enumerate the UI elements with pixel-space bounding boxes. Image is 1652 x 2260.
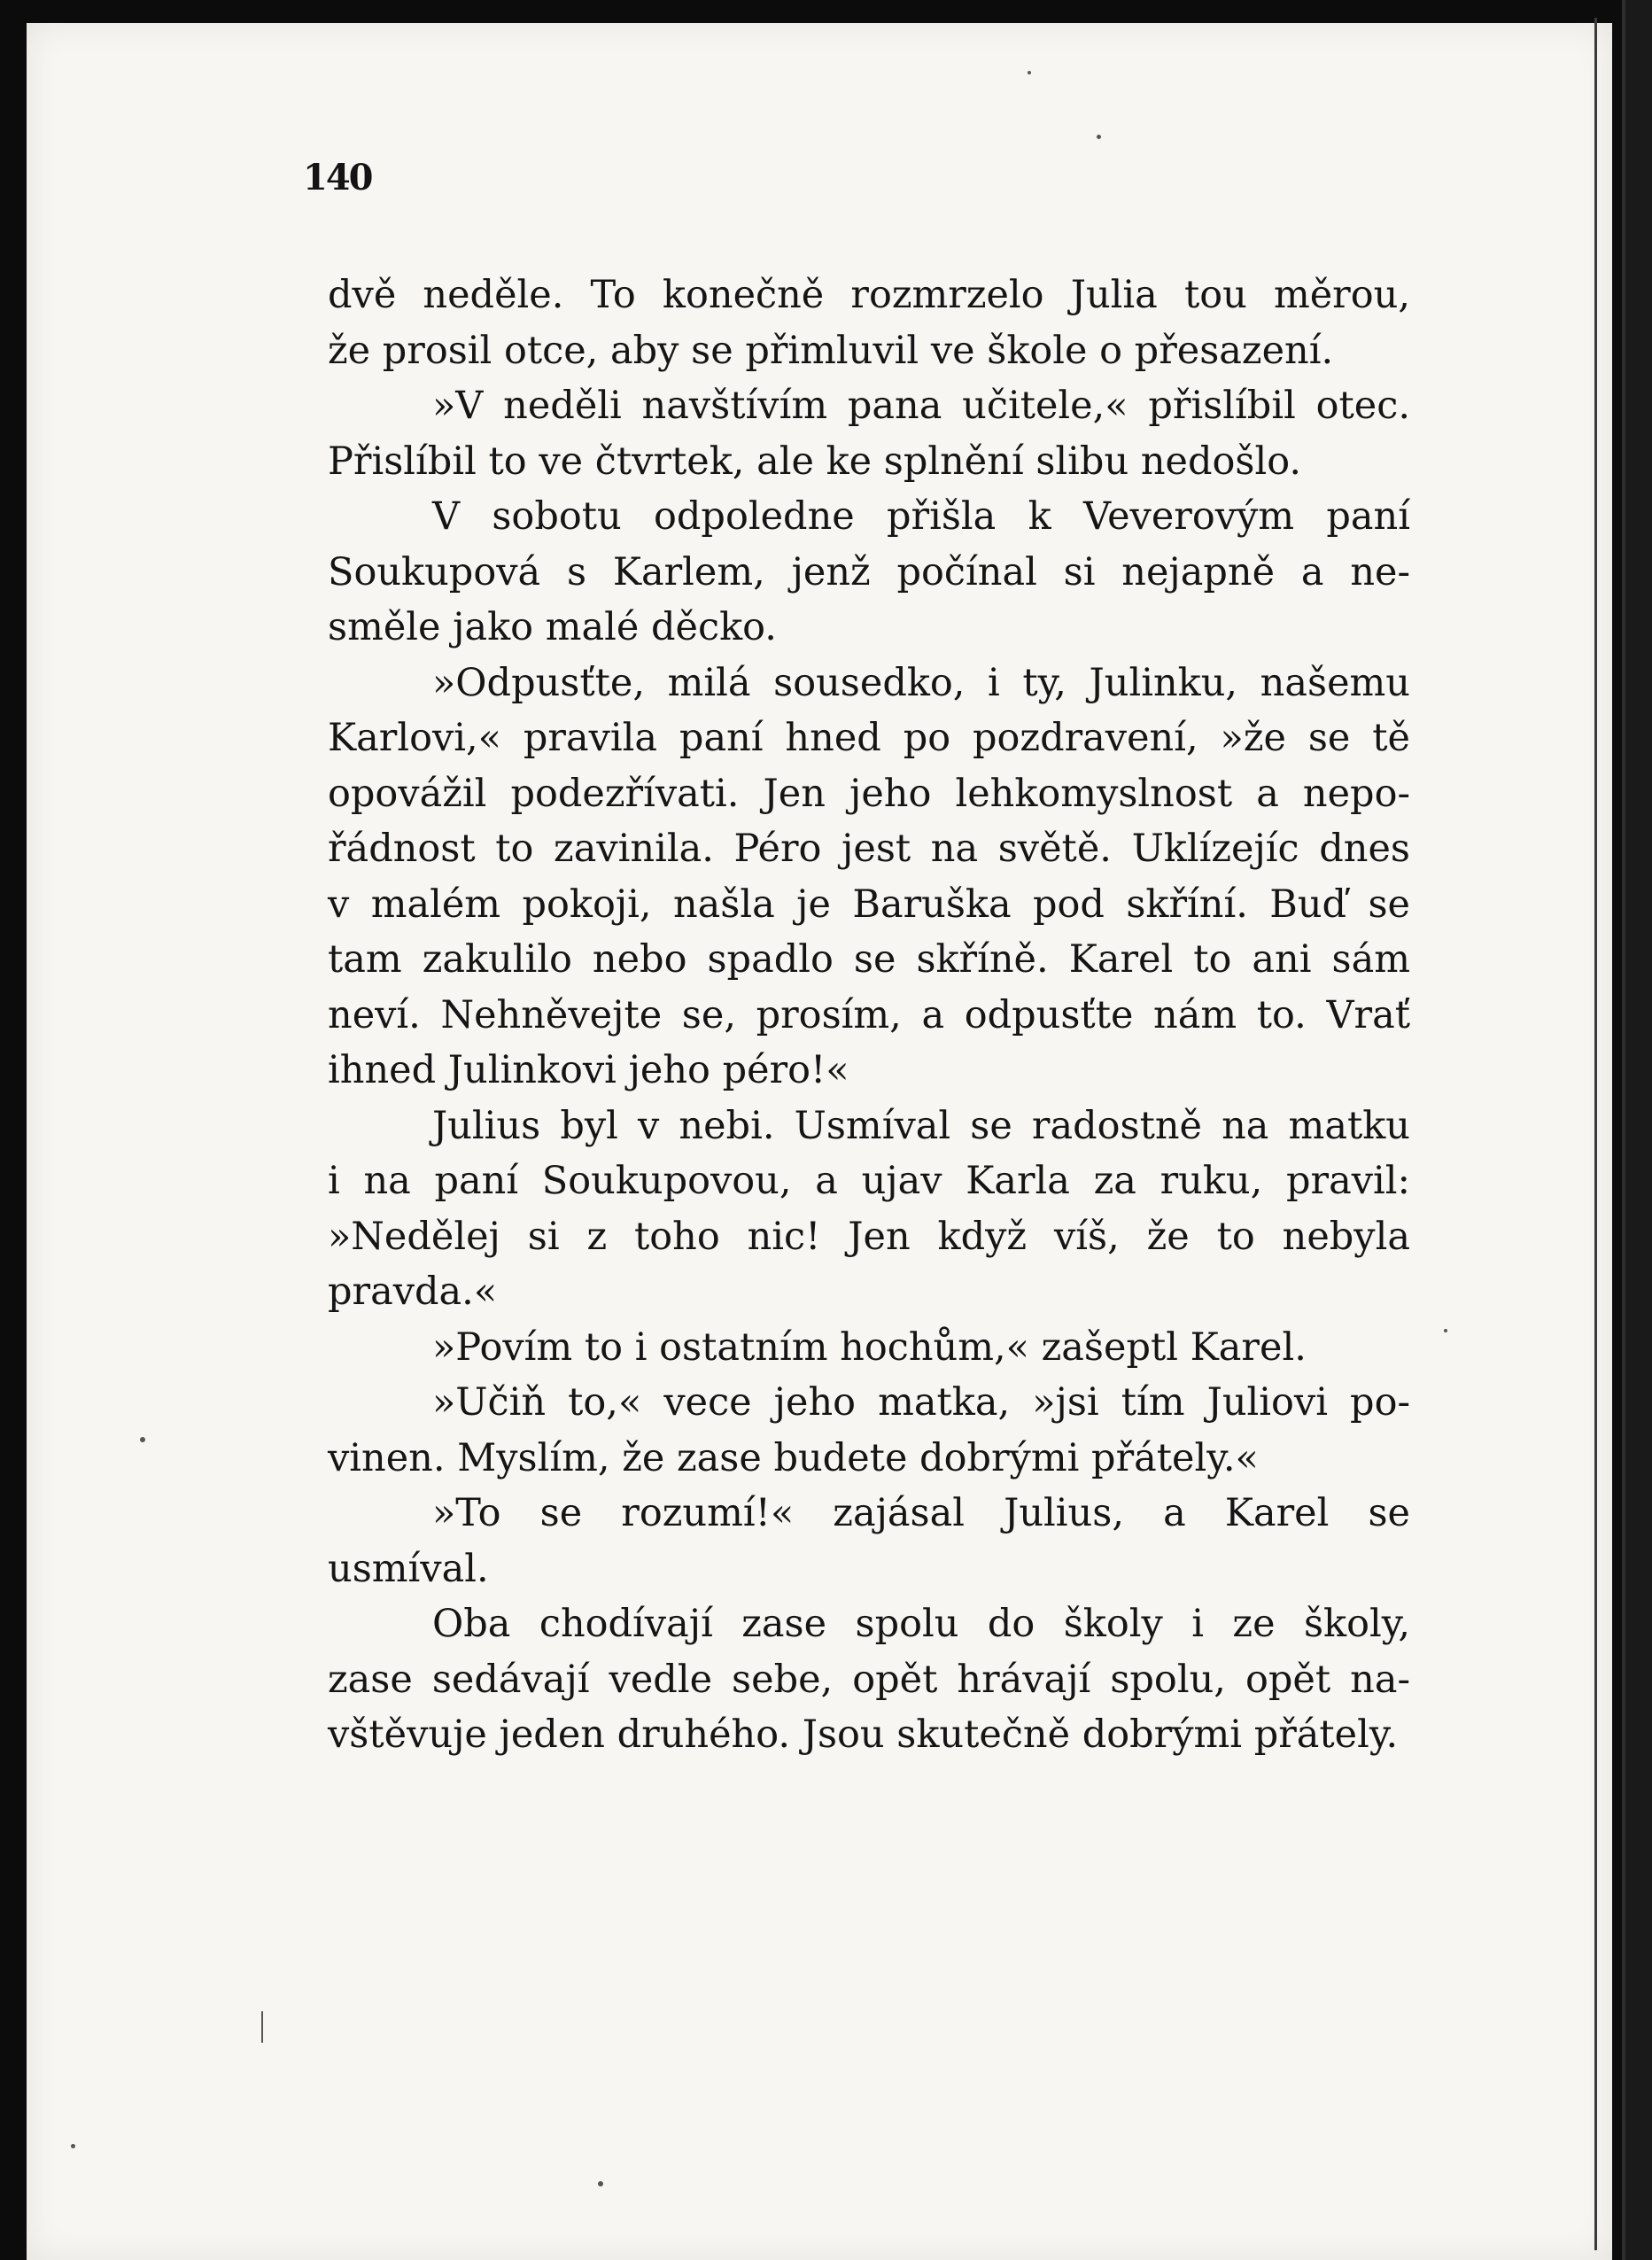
text-line: i na paní Soukupovou, a ujav Karla za ruku, pravil: — [328, 1159, 1410, 1203]
text-line: »Povím to i ostatním hochům,« zašeptl Karel. — [432, 1324, 1307, 1370]
scan-speck — [140, 1437, 145, 1442]
text-line: pravda.« — [328, 1270, 498, 1314]
text-line: neví. Nehněvejte se, prosím, a odpusťte nám to. Vrať — [328, 992, 1410, 1037]
text-line: vštěvuje jeden druhého. Jsou skutečně dobrými přátely. — [328, 1712, 1399, 1757]
text-line: Oba chodívají zase spolu do školy i ze školy, — [432, 1602, 1410, 1646]
text-line: v malém pokoji, našla je Baruška pod skříní. Buď se — [328, 881, 1410, 927]
text-line: opovážil podezřívati. Jen jeho lehkomyslnost a nepo- — [328, 771, 1410, 816]
scan-speck — [1097, 135, 1101, 139]
text-line: vinen. Myslím, že zase budete dobrými přátely.« — [328, 1435, 1259, 1480]
text-line: Julius byl v nebi. Usmíval se radostně na matku — [432, 1103, 1410, 1148]
text-line: »To se rozumí!« zajásal Julius, a Karel se — [432, 1491, 1410, 1535]
text-line: »V neděli navštívím pana učitele,« přislíbil otec. — [432, 384, 1410, 428]
text-line: usmíval. — [328, 1546, 489, 1591]
text-line: Soukupová s Karlem, jenž počínal si nejapně a ne- — [328, 549, 1410, 594]
text-line: tam zakulilo nebo spadlo se skříně. Karel to ani sám — [328, 937, 1410, 982]
page-gutter — [1622, 0, 1652, 2260]
text-line: Karlovi,« pravila paní hned po pozdravení, »že se tě — [328, 716, 1410, 760]
text-line: »Učiň to,« vece jeho matka, »jsi tím Juliovi po- — [432, 1380, 1410, 1425]
scan-speck — [1444, 1329, 1447, 1332]
scan-speck — [261, 2011, 263, 2043]
text-line: řádnost to zavinila. Péro jest na světě. Uklízejíc dnes — [328, 827, 1410, 871]
text-line: že prosil otce, aby se přimluvil ve škole o přesazení. — [328, 328, 1334, 373]
text-line: zase sedávají vedle sebe, opět hrávají spolu, opět na- — [328, 1657, 1410, 1702]
text-line: Přislíbil to ve čtvrtek, ale ke splnění slibu nedošlo. — [328, 439, 1301, 484]
page-number: 140 — [303, 157, 372, 198]
scan-speck — [71, 2144, 75, 2148]
text-line: »Nedělej si z toho nic! Jen když víš, že to nebyla — [328, 1214, 1410, 1259]
page-edge-line — [1594, 18, 1597, 2250]
text-line: dvě neděle. To konečně rozmrzelo Julia tou měrou, — [328, 273, 1410, 317]
text-line: V sobotu odpoledne přišla k Veverovým paní — [432, 494, 1410, 539]
text-line: směle jako malé děcko. — [328, 605, 777, 649]
text-line: ihned Julinkovi jeho péro!« — [328, 1048, 849, 1092]
scan-speck — [598, 2181, 603, 2186]
scan-speck — [1028, 71, 1031, 74]
text-line: »Odpusťte, milá sousedko, i ty, Julinku, našemu — [432, 660, 1410, 705]
body-text — [328, 268, 1410, 1763]
